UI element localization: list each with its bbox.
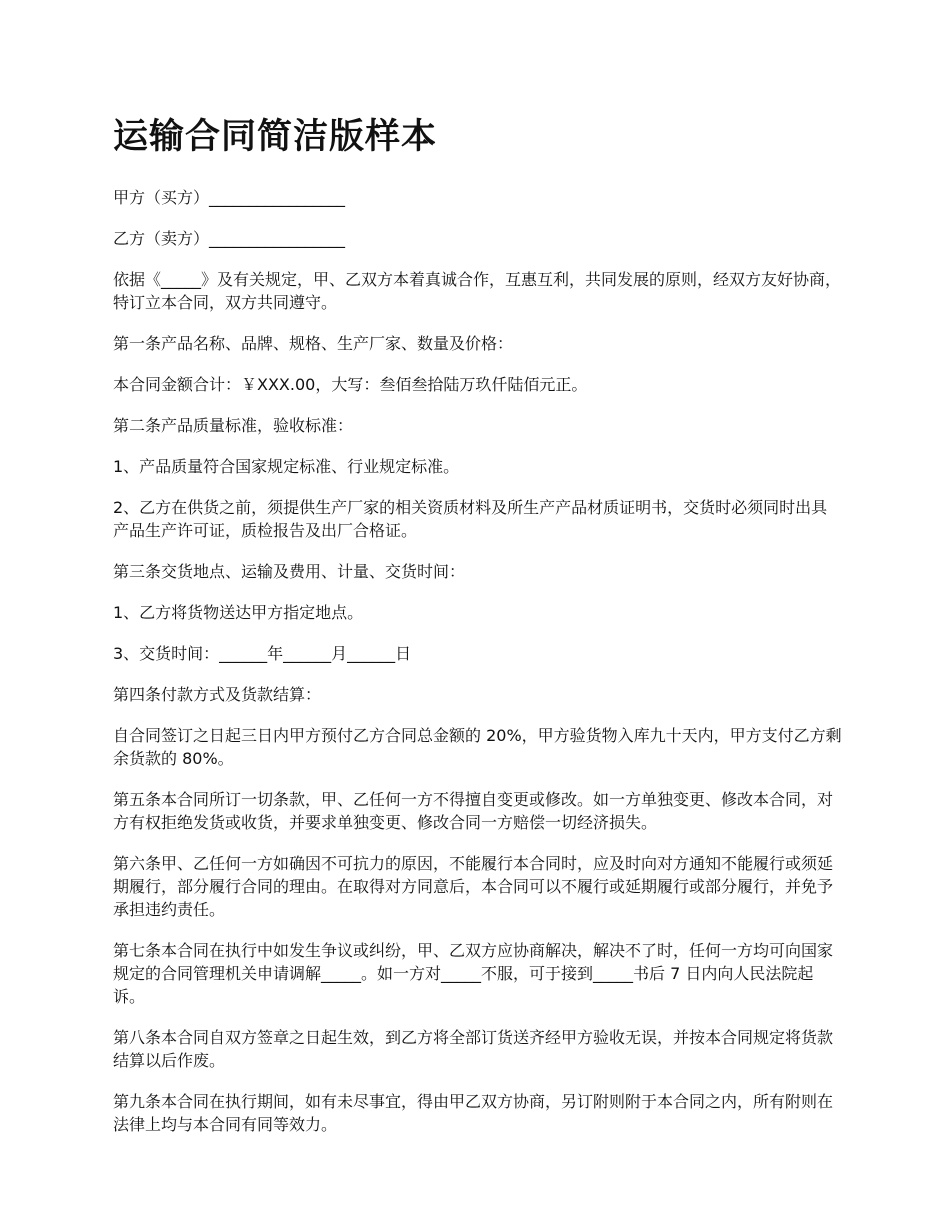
article-1-heading: 第一条产品名称、品牌、规格、生产厂家、数量及价格： — [113, 334, 514, 353]
article-4-heading: 第四条付款方式及货款结算： — [113, 685, 322, 704]
preamble-paragraph: 依据《_____》及有关规定，甲、乙双方本着真诚合作，互惠互利，共同发展的原则，经双方友好协商，特订立本合同，双方共同遵守。 — [113, 270, 842, 312]
payment-paragraph: 自合同签订之日起三日内甲方预付乙方合同总金额的 20%，甲方验货物入库九十天内，甲方支付乙方剩余货款的 80%。 — [113, 726, 842, 768]
article-9-paragraph: 第九条本合同在执行期间，如有未尽事宜，得由甲乙双方协商，另订附则附于本合同之内，所有附则在法律上均与本合同有同等效力。 — [113, 1092, 834, 1134]
article-7-paragraph: 第七条本合同在执行中如发生争议或纠纷，甲、乙双方应协商解决，解决不了时，任何一方均可向国家规定的合同管理机关申请调解_____。如一方对_____不服，可于接到_____书后 7 日内向人民法院起诉。 — [113, 941, 834, 1006]
article-8-paragraph: 第八条本合同自双方签章之日起生效，到乙方将全部订货送齐经甲方验收无误，并按本合同规定将货款结算以后作废。 — [113, 1028, 834, 1070]
article-6-paragraph: 第六条甲、乙任何一方如确因不可抗力的原因，不能履行本合同时，应及时向对方通知不能履行或须延期履行，部分履行合同的理由。在取得对方同意后，本合同可以不履行或延期履行或部分履行，并免予承担违约责任。 — [113, 854, 834, 919]
document-page — [113, 112, 843, 1154]
contract-amount-paragraph: 本合同金额合计：￥XXX.00，大写：叁佰叁拾陆万玖仟陆佰元正。 — [113, 375, 588, 394]
delivery-item-1: 1、乙方将货物送达甲方指定地点。 — [113, 603, 364, 622]
party-a-line: 甲方（买方）_________________ — [113, 188, 346, 207]
party-b-line: 乙方（卖方）_________________ — [113, 229, 346, 248]
article-2-heading: 第二条产品质量标准，验收标准： — [113, 416, 354, 435]
document-title: 运输合同简洁版样本 — [113, 117, 438, 157]
article-5-paragraph: 第五条本合同所订一切条款，甲、乙任何一方不得擅自变更或修改。如一方单独变更、修改本合同，对方有权拒绝发货或收货，并要求单独变更、修改合同一方赔偿一切经济损失。 — [113, 790, 834, 832]
quality-item-2: 2、乙方在供货之前，须提供生产厂家的相关资质材料及所生产产品材质证明书，交货时必须同时出具产品生产许可证，质检报告及出厂合格证。 — [113, 498, 828, 540]
quality-item-1: 1、产品质量符合国家规定标准、行业规定标准。 — [113, 457, 460, 476]
delivery-time-line: 3、交货时间：______年______月______日 — [113, 644, 412, 663]
article-3-heading: 第三条交货地点、运输及费用、计量、交货时间： — [113, 562, 466, 581]
